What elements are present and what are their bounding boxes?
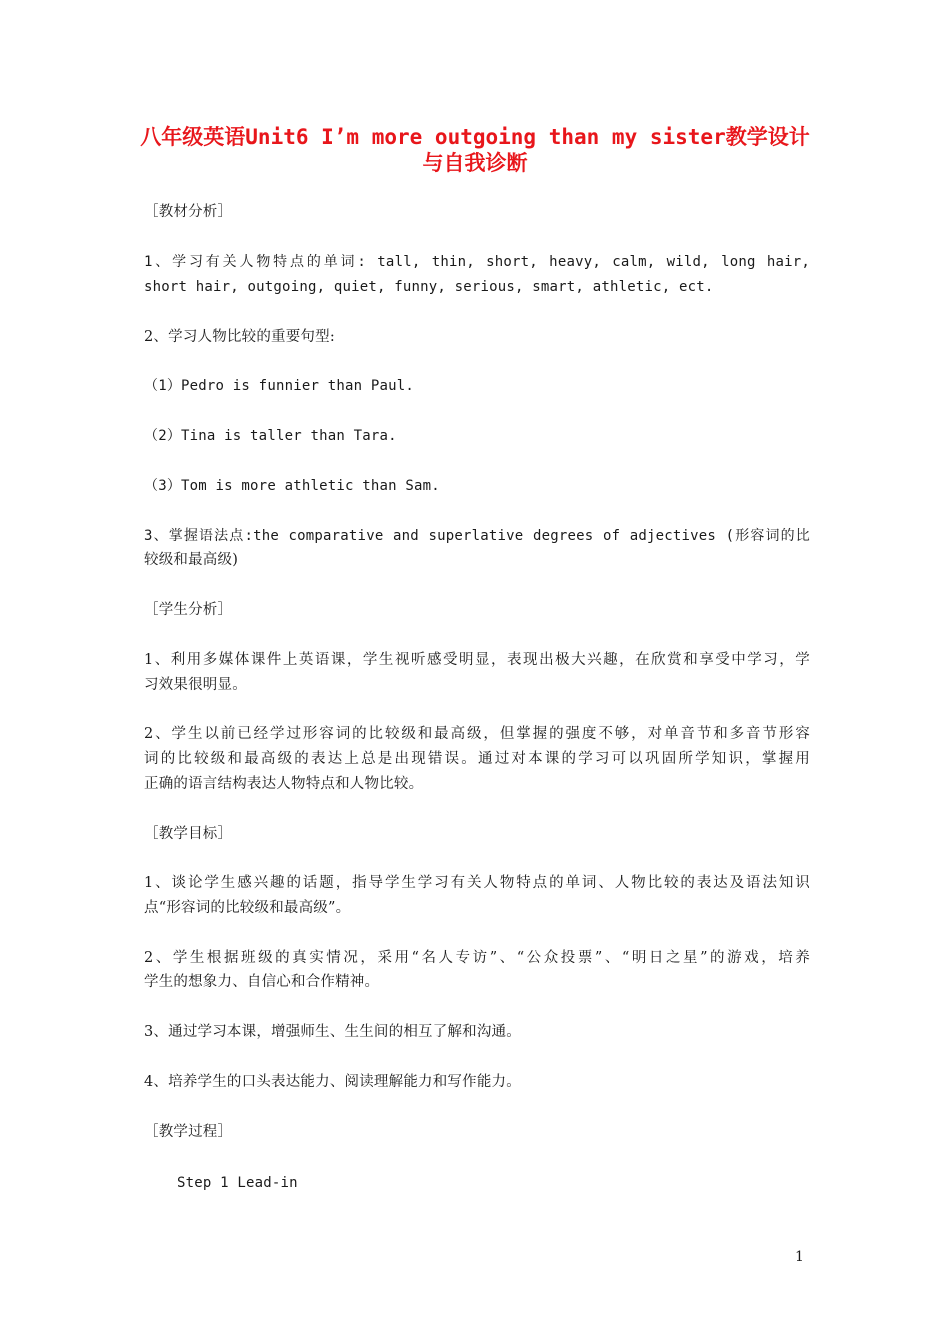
paragraph-line: 学生的想象力、自信心和合作精神。 [144,974,380,990]
paragraph-line: 词的比较级和最高级的表达上总是出现错误。通过对本课的学习可以巩固所学知识，掌握用 [144,751,810,767]
paragraph-line: 2、学生根据班级的真实情况，采用“名人专访”、“公众投票”、“明日之星”的游戏，培养 [144,950,810,966]
paragraph-line: 3、掌握语法点:the comparative and superlative degrees of adjectives (形容词的比 [144,528,810,544]
example-sentence: （1）Pedro is funnier than Paul. [144,378,415,394]
document-title-line-2: 与自我诊断 [422,151,528,175]
paragraph-line: 点“形容词的比较级和最高级”。 [144,900,351,916]
paragraph-line: 3、通过学习本课，增强师生、生生间的相互了解和沟通。 [144,1024,521,1040]
paragraph-line: short hair, outgoing, quiet, funny, serious, smart, athletic, ect. [144,279,714,295]
example-sentence: （3）Tom is more athletic than Sam. [144,478,440,494]
paragraph-line: 2、学生以前已经学过形容词的比较级和最高级，但掌握的强度不够，对单音节和多音节形容 [144,726,810,742]
paragraph-line: 4、培养学生的口头表达能力、阅读理解能力和写作能力。 [144,1074,521,1090]
paragraph-line: 1、学习有关人物特点的单词: tall, thin, short, heavy, calm, wild, long hair, [144,254,810,270]
page-number: 1 [795,1249,804,1265]
section-heading-teaching-process: ［教学过程］ [144,1124,233,1140]
section-heading-teaching-goals: ［教学目标］ [144,826,233,842]
section-heading-student-analysis: ［学生分析］ [144,602,233,618]
paragraph-line: 1、利用多媒体课件上英语课，学生视听感受明显，表现出极大兴趣，在欣赏和享受中学习，学 [144,652,810,668]
document-title-line-1: 八年级英语Unit6 I’m more outgoing than my sister教学设计 [140,125,810,149]
paragraph-line: 1、谈论学生感兴趣的话题，指导学生学习有关人物特点的单词、人物比较的表达及语法知识 [144,875,810,891]
paragraph-line: 较级和最高级) [144,552,239,568]
paragraph-line: 正确的语言结构表达人物特点和人物比较。 [144,776,424,792]
paragraph-line: 2、学习人物比较的重要句型: [144,329,335,345]
step-heading: Step 1 Lead-in [177,1175,298,1191]
paragraph-line: 习效果很明显。 [144,677,247,693]
example-sentence: （2）Tina is taller than Tara. [144,428,397,444]
section-heading-material-analysis: ［教材分析］ [144,204,233,220]
